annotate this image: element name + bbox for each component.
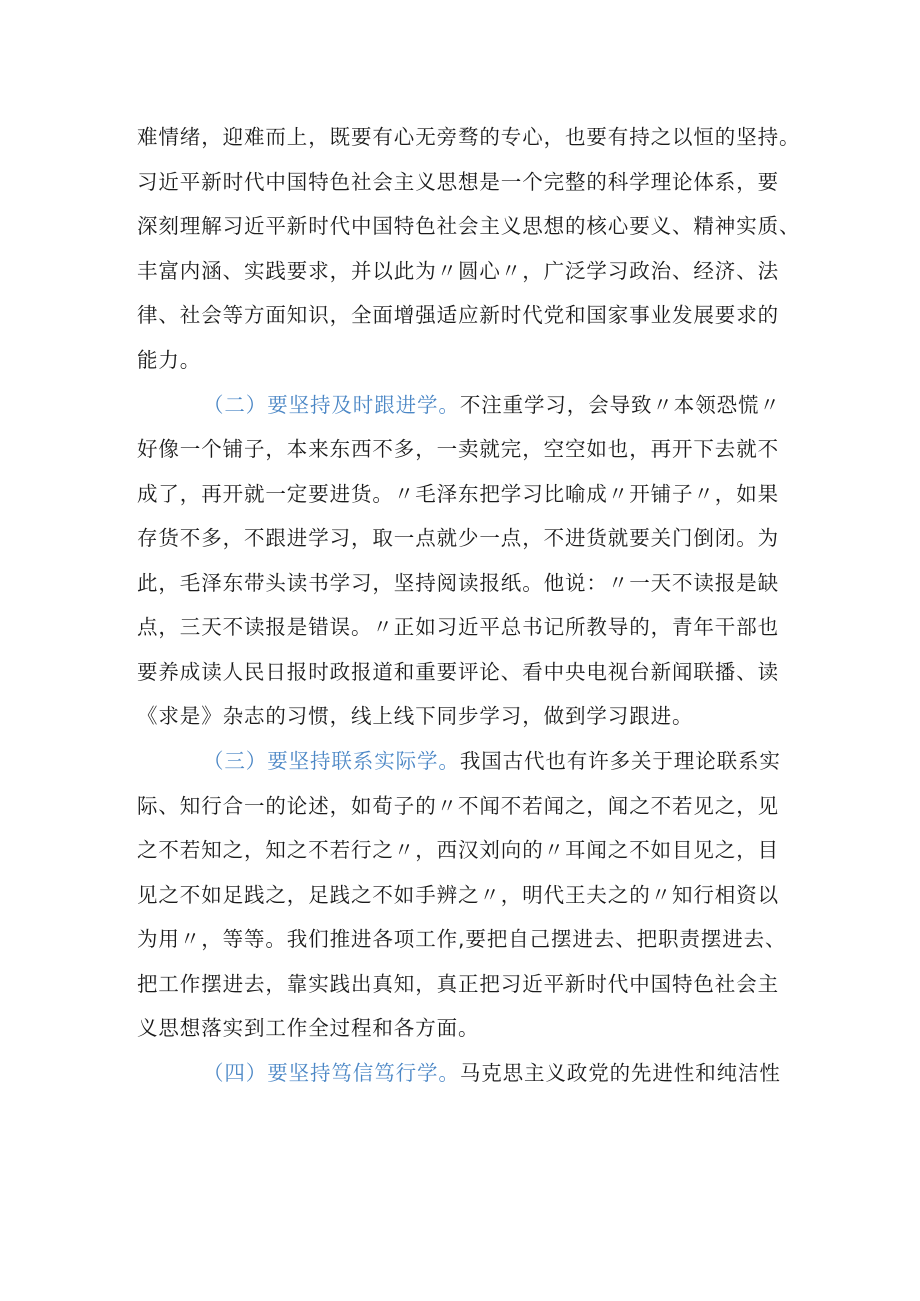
paragraph-line: 好像一个铺子，本来东西不多，一卖就完，空空如也，再开下去就不 [137,437,779,461]
paragraph-line: 丰富内涵、实践要求，并以此为〃圆心〃，广泛学习政治、经济、法 [137,258,779,283]
paragraph-text: 马克思主义政党的先进性和纯洁性 [459,1061,781,1085]
document-body [137,115,801,1096]
paragraph-3 [137,739,797,1051]
paragraph-line: 把工作摆进去，靠实践出真知，真正把习近平新时代中国特色社会主 [137,971,779,996]
paragraph-line: 深刻理解习近平新时代中国特色社会主义思想的核心要义、精神实质、 [137,214,801,238]
paragraph-line: 《求是》杂志的习惯，线上线下同步学习，做到学习跟进。 [137,704,694,728]
paragraph-4 [137,1051,797,1096]
paragraph-line: 成了，再开就一定要进货。〃毛泽东把学习比喻成〃开铺子〃，如果 [137,481,779,506]
paragraph-line: 此，毛泽东带头读书学习，坚持阅读报纸。他说：〃一天不读报是缺 [137,570,779,595]
paragraph-first-line [137,383,797,428]
paragraph-first-line [137,1051,797,1096]
paragraph-line: 见之不如足践之，足践之不如手辨之〃，明代王夫之的〃知行相资以 [137,882,779,907]
paragraph-line: 难情绪，迎难而上，既要有心无旁骛的专心，也要有持之以恒的坚持。 [137,125,801,149]
paragraph-line: 义思想落实到工作全过程和各方面。 [137,1016,480,1040]
paragraph-1 [137,115,801,382]
paragraph-line: 能力。 [137,347,202,372]
paragraph-line: 要养成读人民日报时政报道和重要评论、看中央电视台新闻联播、读 [137,659,779,684]
section-heading: （二）要坚持及时跟进学。 [203,392,460,417]
section-heading: （三）要坚持联系实际学。 [203,749,460,773]
paragraph-2 [137,383,797,739]
paragraph-text: 我国古代也有许多关于理论联系实 [459,749,781,773]
section-heading: （四）要坚持笃信笃行学。 [203,1061,460,1085]
paragraph-line: 律、社会等方面知识，全面增强适应新时代党和国家事业发展要求的 [137,303,779,327]
paragraph-line: 存货不多，不跟进学习，取一点就少一点，不进货就要关门倒闭。为 [137,526,779,550]
paragraph-line: 际、知行合一的论述，如荀子的〃不闻不若闻之，闻之不若见之，见 [137,793,779,818]
paragraph-line: 点，三天不读报是错误。〃正如习近平总书记所教导的，青年干部也 [137,615,779,639]
paragraph-first-line [137,739,797,784]
paragraph-line: 之不若知之，知之不若行之〃，西汉刘向的〃耳闻之不如目见之，目 [137,838,779,862]
paragraph-line: 为用〃，等等。我们推进各项工作,要把自己摆进去、把职责摆进去、 [137,927,787,951]
paragraph-line: 习近平新时代中国特色社会主义思想是一个完整的科学理论体系，要 [137,169,779,194]
paragraph-text: 不注重学习，会导致〃本领恐慌〃 [459,392,781,417]
